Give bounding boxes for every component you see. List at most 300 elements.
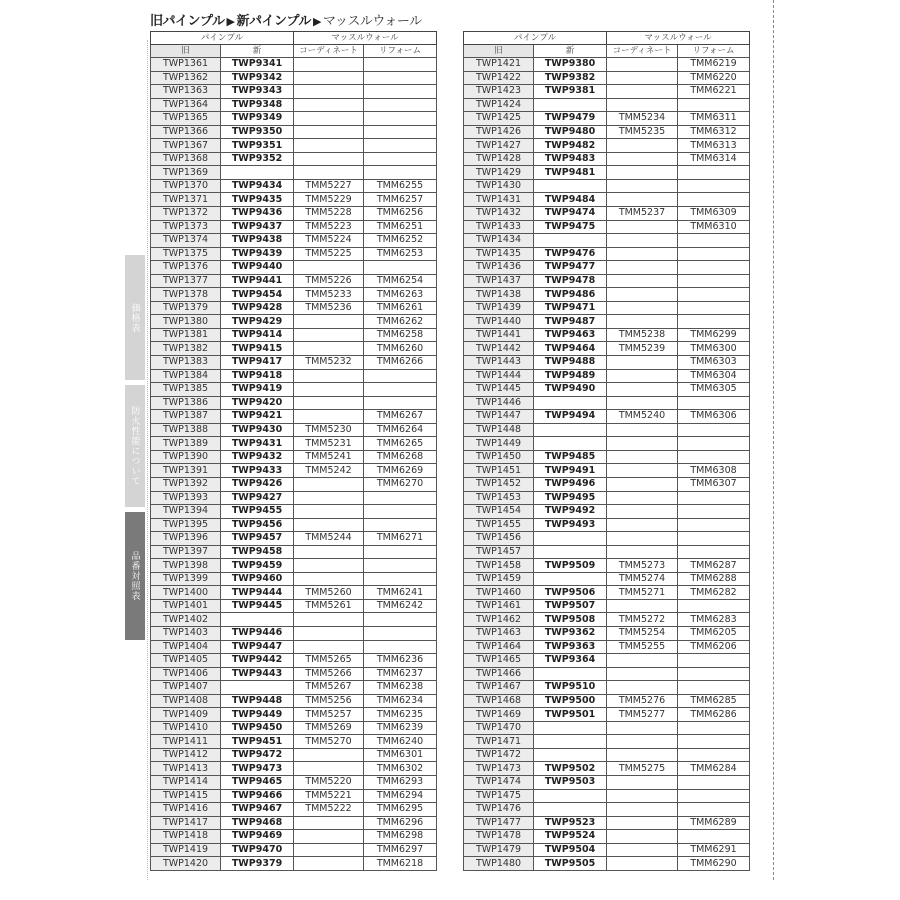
reform-part-number xyxy=(364,58,437,72)
coordinate-part-number xyxy=(607,789,678,803)
old-part-number: TWP1464 xyxy=(464,640,534,654)
old-part-number: TWP1407 xyxy=(151,681,221,695)
table-row xyxy=(464,816,750,830)
reform-part-number xyxy=(364,518,437,532)
table-row xyxy=(151,545,437,559)
new-part-number xyxy=(534,721,607,735)
coordinate-part-number xyxy=(294,139,364,153)
coordinate-part-number xyxy=(607,830,678,844)
old-part-number: TWP1450 xyxy=(464,450,534,464)
old-part-number: TWP1393 xyxy=(151,491,221,505)
reform-part-number xyxy=(678,491,750,505)
old-part-number: TWP1367 xyxy=(151,139,221,153)
coordinate-part-number xyxy=(294,98,364,112)
reform-part-number: TMM6239 xyxy=(364,721,437,735)
new-part-number: TWP9493 xyxy=(534,518,607,532)
old-part-number: TWP1469 xyxy=(464,708,534,722)
new-part-number: TWP9495 xyxy=(534,491,607,505)
table-row xyxy=(464,667,750,681)
new-part-number: TWP9490 xyxy=(534,383,607,397)
table-row xyxy=(464,694,750,708)
table-row xyxy=(464,464,750,478)
arrow-right-icon: ▶ xyxy=(226,15,235,28)
old-part-number: TWP1449 xyxy=(464,437,534,451)
new-part-number xyxy=(534,545,607,559)
reform-part-number: TMM6254 xyxy=(364,274,437,288)
new-part-number: TWP9432 xyxy=(221,450,294,464)
coordinate-part-number xyxy=(294,383,364,397)
reform-part-number: TMM6241 xyxy=(364,586,437,600)
table-row xyxy=(464,477,750,491)
old-part-number: TWP1468 xyxy=(464,694,534,708)
new-part-number: TWP9381 xyxy=(534,85,607,99)
table-row xyxy=(151,423,437,437)
coordinate-part-number xyxy=(607,396,678,410)
table-row xyxy=(464,274,750,288)
table-row xyxy=(151,654,437,668)
reform-part-number: TMM6309 xyxy=(678,207,750,221)
new-part-number: TWP9504 xyxy=(534,843,607,857)
table-row xyxy=(151,396,437,410)
old-part-number: TWP1417 xyxy=(151,816,221,830)
reform-part-number xyxy=(678,396,750,410)
old-part-number: TWP1394 xyxy=(151,505,221,519)
table-row xyxy=(151,220,437,234)
old-part-number: TWP1387 xyxy=(151,410,221,424)
table-row xyxy=(151,681,437,695)
coordinate-part-number xyxy=(607,234,678,248)
table-row xyxy=(464,328,750,342)
table-row xyxy=(464,288,750,302)
old-part-number: TWP1458 xyxy=(464,559,534,573)
new-part-number: TWP9444 xyxy=(221,586,294,600)
header-old: 旧 xyxy=(464,45,534,58)
table-row xyxy=(151,383,437,397)
table-row xyxy=(464,85,750,99)
new-part-number: TWP9459 xyxy=(221,559,294,573)
new-part-number: TWP9470 xyxy=(221,843,294,857)
table-row xyxy=(464,599,750,613)
table-row xyxy=(151,599,437,613)
table-row xyxy=(464,775,750,789)
new-part-number: TWP9455 xyxy=(221,505,294,519)
new-part-number: TWP9477 xyxy=(534,261,607,275)
table-row xyxy=(464,58,750,72)
coordinate-part-number xyxy=(607,98,678,112)
old-part-number: TWP1413 xyxy=(151,762,221,776)
coordinate-part-number xyxy=(607,71,678,85)
old-part-number: TWP1456 xyxy=(464,532,534,546)
coordinate-part-number xyxy=(294,315,364,329)
old-part-number: TWP1411 xyxy=(151,735,221,749)
table-row xyxy=(151,491,437,505)
coordinate-part-number: TMM5225 xyxy=(294,247,364,261)
reform-part-number xyxy=(364,85,437,99)
reform-part-number: TMM6311 xyxy=(678,112,750,126)
old-part-number: TWP1441 xyxy=(464,328,534,342)
table-row xyxy=(464,301,750,315)
coordinate-part-number xyxy=(294,518,364,532)
table-row xyxy=(151,288,437,302)
new-part-number: TWP9419 xyxy=(221,383,294,397)
coordinate-part-number xyxy=(607,166,678,180)
coordinate-part-number xyxy=(294,125,364,139)
coordinate-part-number: TMM5240 xyxy=(607,410,678,424)
coordinate-part-number xyxy=(607,193,678,207)
table-row xyxy=(151,694,437,708)
new-part-number: TWP9341 xyxy=(221,58,294,72)
new-part-number xyxy=(534,234,607,248)
reform-part-number: TMM6267 xyxy=(364,410,437,424)
table-row xyxy=(464,681,750,695)
new-part-number: TWP9420 xyxy=(221,396,294,410)
reform-part-number xyxy=(364,613,437,627)
reform-part-number: TMM6263 xyxy=(364,288,437,302)
new-part-number: TWP9478 xyxy=(534,274,607,288)
table-row xyxy=(464,708,750,722)
new-part-number: TWP9428 xyxy=(221,301,294,315)
new-part-number: TWP9488 xyxy=(534,356,607,370)
coordinate-part-number: TMM5227 xyxy=(294,179,364,193)
coordinate-part-number xyxy=(294,477,364,491)
coordinate-part-number xyxy=(294,491,364,505)
coordinate-part-number xyxy=(607,437,678,451)
old-part-number: TWP1362 xyxy=(151,71,221,85)
coordinate-part-number: TMM5271 xyxy=(607,586,678,600)
table-row xyxy=(151,261,437,275)
new-part-number: TWP9464 xyxy=(534,342,607,356)
reform-part-number: TMM6300 xyxy=(678,342,750,356)
coordinate-part-number xyxy=(607,654,678,668)
side-tab-part-number-table[interactable]: 品番対照表 xyxy=(125,512,145,640)
new-part-number xyxy=(534,437,607,451)
new-part-number: TWP9443 xyxy=(221,667,294,681)
coordinate-part-number xyxy=(607,748,678,762)
page-title xyxy=(150,10,422,29)
table-row xyxy=(464,315,750,329)
coordinate-part-number: TMM5276 xyxy=(607,694,678,708)
reform-part-number: TMM6291 xyxy=(678,843,750,857)
reform-part-number: TMM6295 xyxy=(364,803,437,817)
reform-part-number: TMM6312 xyxy=(678,125,750,139)
old-part-number: TWP1403 xyxy=(151,626,221,640)
old-part-number: TWP1466 xyxy=(464,667,534,681)
reform-part-number: TMM6310 xyxy=(678,220,750,234)
table-row xyxy=(151,356,437,370)
table-row xyxy=(464,356,750,370)
old-part-number: TWP1381 xyxy=(151,328,221,342)
reform-part-number: TMM6302 xyxy=(364,762,437,776)
old-part-number: TWP1443 xyxy=(464,356,534,370)
coordinate-part-number: TMM5275 xyxy=(607,762,678,776)
coordinate-part-number xyxy=(607,518,678,532)
new-part-number: TWP9440 xyxy=(221,261,294,275)
reform-part-number: TMM6205 xyxy=(678,626,750,640)
table-row xyxy=(151,125,437,139)
coordinate-part-number: TMM5223 xyxy=(294,220,364,234)
side-tab-fire-performance[interactable]: 防火性能について xyxy=(125,385,145,507)
new-part-number: TWP9485 xyxy=(534,450,607,464)
coordinate-part-number xyxy=(607,532,678,546)
reform-part-number xyxy=(678,721,750,735)
new-part-number: TWP9434 xyxy=(221,179,294,193)
reform-part-number xyxy=(678,803,750,817)
old-part-number: TWP1467 xyxy=(464,681,534,695)
old-part-number: TWP1404 xyxy=(151,640,221,654)
table-row xyxy=(464,261,750,275)
coordinate-part-number: TMM5269 xyxy=(294,721,364,735)
old-part-number: TWP1453 xyxy=(464,491,534,505)
coordinate-part-number xyxy=(607,58,678,72)
left-margin-line xyxy=(147,40,148,880)
table-row xyxy=(151,98,437,112)
table-row xyxy=(151,667,437,681)
old-part-number: TWP1382 xyxy=(151,342,221,356)
table-row xyxy=(151,708,437,722)
reform-part-number xyxy=(678,681,750,695)
coordinate-part-number xyxy=(607,464,678,478)
new-part-number: TWP9382 xyxy=(534,71,607,85)
table-row xyxy=(151,572,437,586)
new-part-number: TWP9467 xyxy=(221,803,294,817)
table-row xyxy=(464,762,750,776)
new-part-number: TWP9415 xyxy=(221,342,294,356)
old-part-number: TWP1418 xyxy=(151,830,221,844)
new-part-number: TWP9482 xyxy=(534,139,607,153)
table-row xyxy=(464,586,750,600)
table-row xyxy=(464,505,750,519)
header-old: 旧 xyxy=(151,45,221,58)
old-part-number: TWP1388 xyxy=(151,423,221,437)
coordinate-part-number: TMM5241 xyxy=(294,450,364,464)
reform-part-number xyxy=(678,261,750,275)
new-part-number: TWP9439 xyxy=(221,247,294,261)
coordinate-part-number xyxy=(294,640,364,654)
reform-part-number xyxy=(364,369,437,383)
old-part-number: TWP1375 xyxy=(151,247,221,261)
reform-part-number: TMM6307 xyxy=(678,477,750,491)
coordinate-part-number xyxy=(607,735,678,749)
coordinate-part-number: TMM5232 xyxy=(294,356,364,370)
reform-part-number xyxy=(678,423,750,437)
coordinate-part-number: TMM5272 xyxy=(607,613,678,627)
table-row xyxy=(151,505,437,519)
table-row xyxy=(151,518,437,532)
table-row xyxy=(464,830,750,844)
table-row xyxy=(151,112,437,126)
old-part-number: TWP1479 xyxy=(464,843,534,857)
reform-part-number xyxy=(364,626,437,640)
old-part-number: TWP1431 xyxy=(464,193,534,207)
reform-part-number xyxy=(364,166,437,180)
old-part-number: TWP1461 xyxy=(464,599,534,613)
new-part-number: TWP9348 xyxy=(221,98,294,112)
coordinate-part-number xyxy=(294,410,364,424)
reform-part-number: TMM6304 xyxy=(678,369,750,383)
reform-part-number xyxy=(678,288,750,302)
coordinate-part-number xyxy=(294,58,364,72)
old-part-number: TWP1435 xyxy=(464,247,534,261)
old-part-number: TWP1437 xyxy=(464,274,534,288)
new-part-number: TWP9468 xyxy=(221,816,294,830)
table-row xyxy=(151,274,437,288)
reform-part-number: TMM6270 xyxy=(364,477,437,491)
table-row xyxy=(151,586,437,600)
coordinate-part-number: TMM5221 xyxy=(294,789,364,803)
old-part-number: TWP1415 xyxy=(151,789,221,803)
new-part-number: TWP9446 xyxy=(221,626,294,640)
old-part-number: TWP1432 xyxy=(464,207,534,221)
new-part-number: TWP9379 xyxy=(221,857,294,871)
side-tab-price-list[interactable]: 価格表 xyxy=(125,255,145,380)
old-part-number: TWP1395 xyxy=(151,518,221,532)
header-reform: リフォーム xyxy=(678,45,750,58)
reform-part-number: TMM6289 xyxy=(678,816,750,830)
new-part-number: TWP9481 xyxy=(534,166,607,180)
table-row xyxy=(464,640,750,654)
coordinate-part-number xyxy=(607,139,678,153)
old-part-number: TWP1451 xyxy=(464,464,534,478)
coordinate-part-number: TMM5220 xyxy=(294,775,364,789)
new-part-number xyxy=(534,179,607,193)
coordinate-part-number: TMM5266 xyxy=(294,667,364,681)
reform-part-number: TMM6251 xyxy=(364,220,437,234)
old-part-number: TWP1416 xyxy=(151,803,221,817)
new-part-number xyxy=(534,423,607,437)
coordinate-part-number xyxy=(294,816,364,830)
new-part-number: TWP9508 xyxy=(534,613,607,627)
table-row xyxy=(464,179,750,193)
reform-part-number: TMM6313 xyxy=(678,139,750,153)
coordinate-part-number: TMM5237 xyxy=(607,207,678,221)
old-part-number: TWP1408 xyxy=(151,694,221,708)
new-part-number: TWP9414 xyxy=(221,328,294,342)
table-row xyxy=(151,748,437,762)
old-part-number: TWP1428 xyxy=(464,152,534,166)
table-row xyxy=(464,247,750,261)
coordinate-part-number: TMM5242 xyxy=(294,464,364,478)
new-part-number: TWP9500 xyxy=(534,694,607,708)
reform-part-number: TMM6260 xyxy=(364,342,437,356)
new-part-number: TWP9449 xyxy=(221,708,294,722)
old-part-number: TWP1452 xyxy=(464,477,534,491)
old-part-number: TWP1422 xyxy=(464,71,534,85)
new-part-number: TWP9465 xyxy=(221,775,294,789)
table-row xyxy=(151,234,437,248)
coordinate-part-number xyxy=(294,152,364,166)
table-row xyxy=(464,748,750,762)
new-part-number: TWP9494 xyxy=(534,410,607,424)
coordinate-part-number xyxy=(607,450,678,464)
coordinate-part-number: TMM5244 xyxy=(294,532,364,546)
table-row xyxy=(151,830,437,844)
coordinate-part-number xyxy=(607,85,678,99)
header-new: 新 xyxy=(534,45,607,58)
coordinate-part-number xyxy=(294,112,364,126)
old-part-number: TWP1412 xyxy=(151,748,221,762)
new-part-number: TWP9457 xyxy=(221,532,294,546)
reform-part-number: TMM6238 xyxy=(364,681,437,695)
new-part-number: TWP9362 xyxy=(534,626,607,640)
new-part-number: TWP9472 xyxy=(221,748,294,762)
old-part-number: TWP1430 xyxy=(464,179,534,193)
new-part-number: TWP9487 xyxy=(534,315,607,329)
reform-part-number: TMM6288 xyxy=(678,572,750,586)
reform-part-number xyxy=(364,491,437,505)
coordinate-part-number xyxy=(607,477,678,491)
reform-part-number: TMM6221 xyxy=(678,85,750,99)
table-row xyxy=(151,477,437,491)
coordinate-part-number: TMM5224 xyxy=(294,234,364,248)
new-part-number: TWP9469 xyxy=(221,830,294,844)
reform-part-number: TMM6240 xyxy=(364,735,437,749)
new-part-number: TWP9506 xyxy=(534,586,607,600)
old-part-number: TWP1436 xyxy=(464,261,534,275)
old-part-number: TWP1374 xyxy=(151,234,221,248)
old-part-number: TWP1425 xyxy=(464,112,534,126)
table-row xyxy=(464,71,750,85)
table-row xyxy=(464,491,750,505)
coordinate-part-number: TMM5239 xyxy=(607,342,678,356)
table-row xyxy=(151,193,437,207)
old-part-number: TWP1399 xyxy=(151,572,221,586)
old-part-number: TWP1434 xyxy=(464,234,534,248)
new-part-number: TWP9364 xyxy=(534,654,607,668)
table-row xyxy=(151,58,437,72)
coordinate-part-number: TMM5277 xyxy=(607,708,678,722)
title-new: 新パインプル xyxy=(236,14,311,29)
table-row xyxy=(464,396,750,410)
coordinate-part-number xyxy=(294,71,364,85)
old-part-number: TWP1433 xyxy=(464,220,534,234)
reform-part-number: TMM6261 xyxy=(364,301,437,315)
old-part-number: TWP1379 xyxy=(151,301,221,315)
table-row xyxy=(464,234,750,248)
comparison-table-right xyxy=(463,31,750,871)
table-row xyxy=(151,342,437,356)
old-part-number: TWP1377 xyxy=(151,274,221,288)
new-part-number: TWP9484 xyxy=(534,193,607,207)
coordinate-part-number: TMM5255 xyxy=(607,640,678,654)
table-row xyxy=(151,152,437,166)
reform-part-number: TMM6242 xyxy=(364,599,437,613)
old-part-number: TWP1405 xyxy=(151,654,221,668)
old-part-number: TWP1454 xyxy=(464,505,534,519)
title-old: 旧パインプル xyxy=(150,14,225,29)
old-part-number: TWP1462 xyxy=(464,613,534,627)
reform-part-number: TMM6256 xyxy=(364,207,437,221)
old-part-number: TWP1392 xyxy=(151,477,221,491)
reform-part-number xyxy=(678,599,750,613)
new-part-number: TWP9441 xyxy=(221,274,294,288)
new-part-number: TWP9479 xyxy=(534,112,607,126)
coordinate-part-number xyxy=(294,328,364,342)
table-row xyxy=(464,166,750,180)
old-part-number: TWP1365 xyxy=(151,112,221,126)
table-row xyxy=(151,626,437,640)
new-part-number xyxy=(534,98,607,112)
reform-part-number: TMM6298 xyxy=(364,830,437,844)
reform-part-number xyxy=(678,505,750,519)
reform-part-number xyxy=(678,166,750,180)
table-row xyxy=(151,775,437,789)
header-new: 新 xyxy=(221,45,294,58)
reform-part-number xyxy=(364,545,437,559)
old-part-number: TWP1448 xyxy=(464,423,534,437)
old-part-number: TWP1386 xyxy=(151,396,221,410)
table-row xyxy=(151,464,437,478)
new-part-number xyxy=(534,789,607,803)
